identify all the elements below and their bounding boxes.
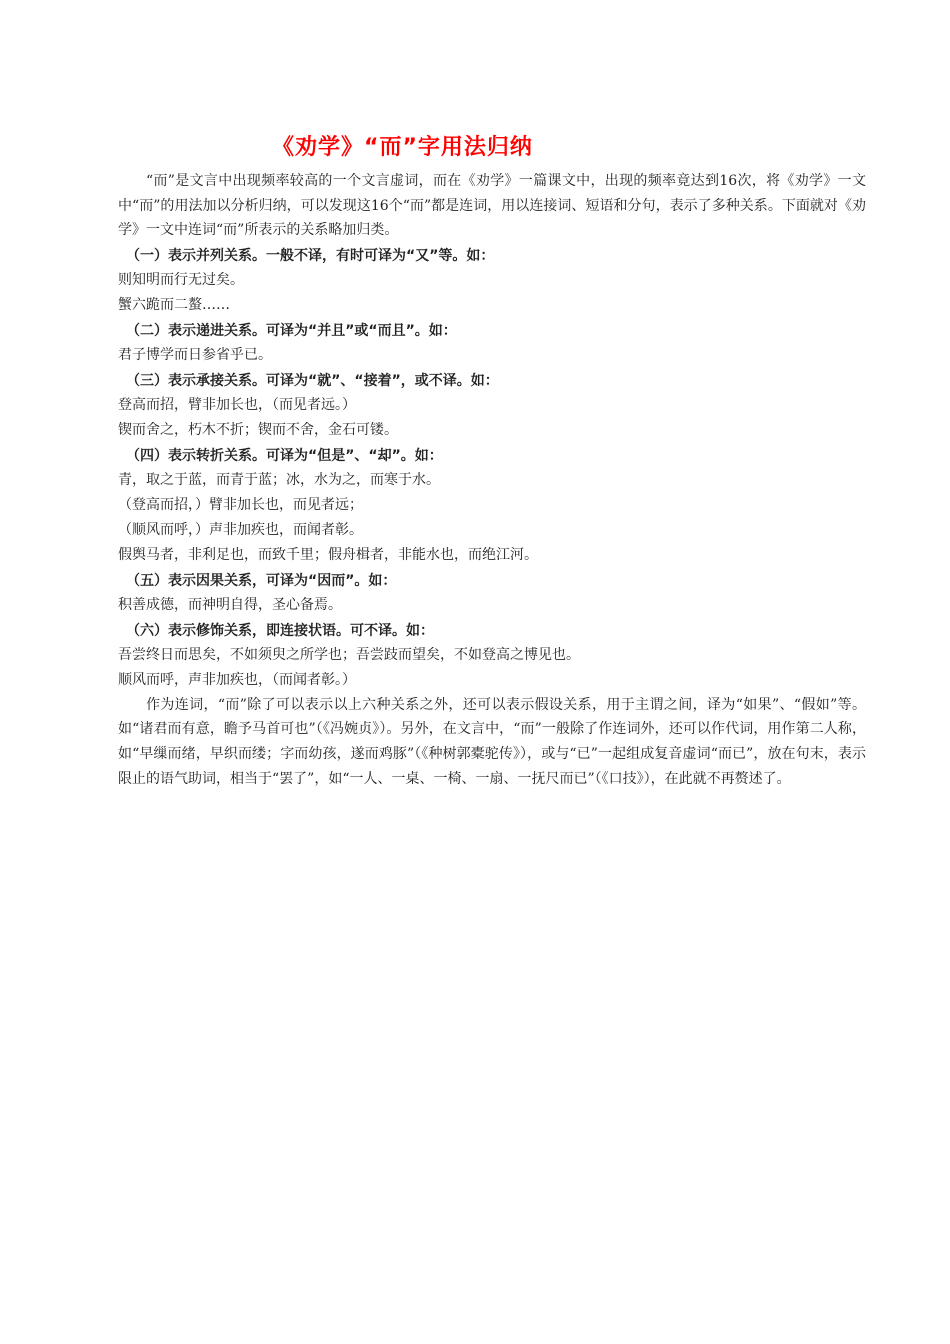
example-sentence: 假舆马者，非利足也，而致千里；假舟楫者，非能水也，而绝江河。 (118, 546, 538, 563)
example-sentence: 顺风而呼，声非加疾也，（而闻者彰。） (118, 671, 356, 688)
section-heading: （五）表示因果关系，可译为“因而”。如： (126, 572, 397, 589)
example-sentence: 蟹六跪而二螯…… (118, 296, 230, 313)
conclusion-paragraph: 作为连词，“而”除了可以表示以上六种关系之外，还可以表示假设关系，用于主谓之间，译为“如果”、“假如”等。如“诸君而有意，瞻予马首可也”（《冯婉贞》）。另外，在文言中，“而”一般除了作连词外，还可以作代词，用作第二人称，如“早缫而绪，早织而缕；字而幼孩，遂而鸡豚”（《种树郭橐驼传》），或与“已”一起组成复音虚词“而已”，放在句末，表示限止的语气助词，相当于“罢了”，如“一人、一桌、一椅、一扇、一抚尺而已”（《口技》），在此就不再赘述了。 (118, 696, 866, 787)
section-3 (118, 369, 866, 443)
example-sentence: （登高而招，）臂非加长也，而见者远； (118, 496, 363, 513)
document-page (118, 130, 866, 791)
example-sentence: 登高而招，臂非加长也，（而见者远。） (118, 396, 356, 413)
document-title: 《劝学》“而”字用法归纳 (272, 135, 533, 160)
intro-paragraph: “而”是文言中出现频率较高的一个文言虚词，而在《劝学》一篇课文中，出现的频率竟达到16次，将《劝学》一文中“而”的用法加以分析归纳，可以发现这16个“而”都是连词，用以连接词、短语和分句，表示了多种关系。下面就对《劝学》一文中连词“而”所表示的关系略加归类。 (118, 173, 866, 239)
section-6 (118, 619, 866, 693)
example-sentence: 锲而舍之，朽木不折；锲而不舍，金石可镂。 (118, 421, 398, 438)
example-sentence: （顺风而呼，）声非加疾也，而闻者彰。 (118, 521, 363, 538)
section-heading: （三）表示承接关系。可译为“就”、“接着”，或不译。如： (126, 372, 499, 389)
example-sentence: 积善成德，而神明自得，圣心备焉。 (118, 596, 342, 613)
section-heading: （六）表示修饰关系，即连接状语。可不译。如： (126, 622, 434, 639)
example-sentence: 君子博学而日参省乎已。 (118, 346, 272, 363)
example-sentence: 则知明而行无过矣。 (118, 271, 244, 288)
example-sentence: 吾尝终日而思矣，不如须臾之所学也；吾尝跂而望矣，不如登高之博见也。 (118, 646, 580, 663)
example-sentence: 青，取之于蓝，而青于蓝；冰，水为之，而寒于水。 (118, 471, 440, 488)
section-heading: （二）表示递进关系。可译为“并且”或“而且”。如： (126, 322, 457, 339)
section-2 (118, 319, 866, 368)
section-1 (118, 244, 866, 318)
section-heading: （一）表示并列关系。一般不译，有时可译为“又”等。如： (126, 247, 495, 264)
section-4 (118, 444, 866, 568)
section-5 (118, 569, 866, 618)
section-heading: （四）表示转折关系。可译为“但是”、“却”。如： (126, 447, 443, 464)
